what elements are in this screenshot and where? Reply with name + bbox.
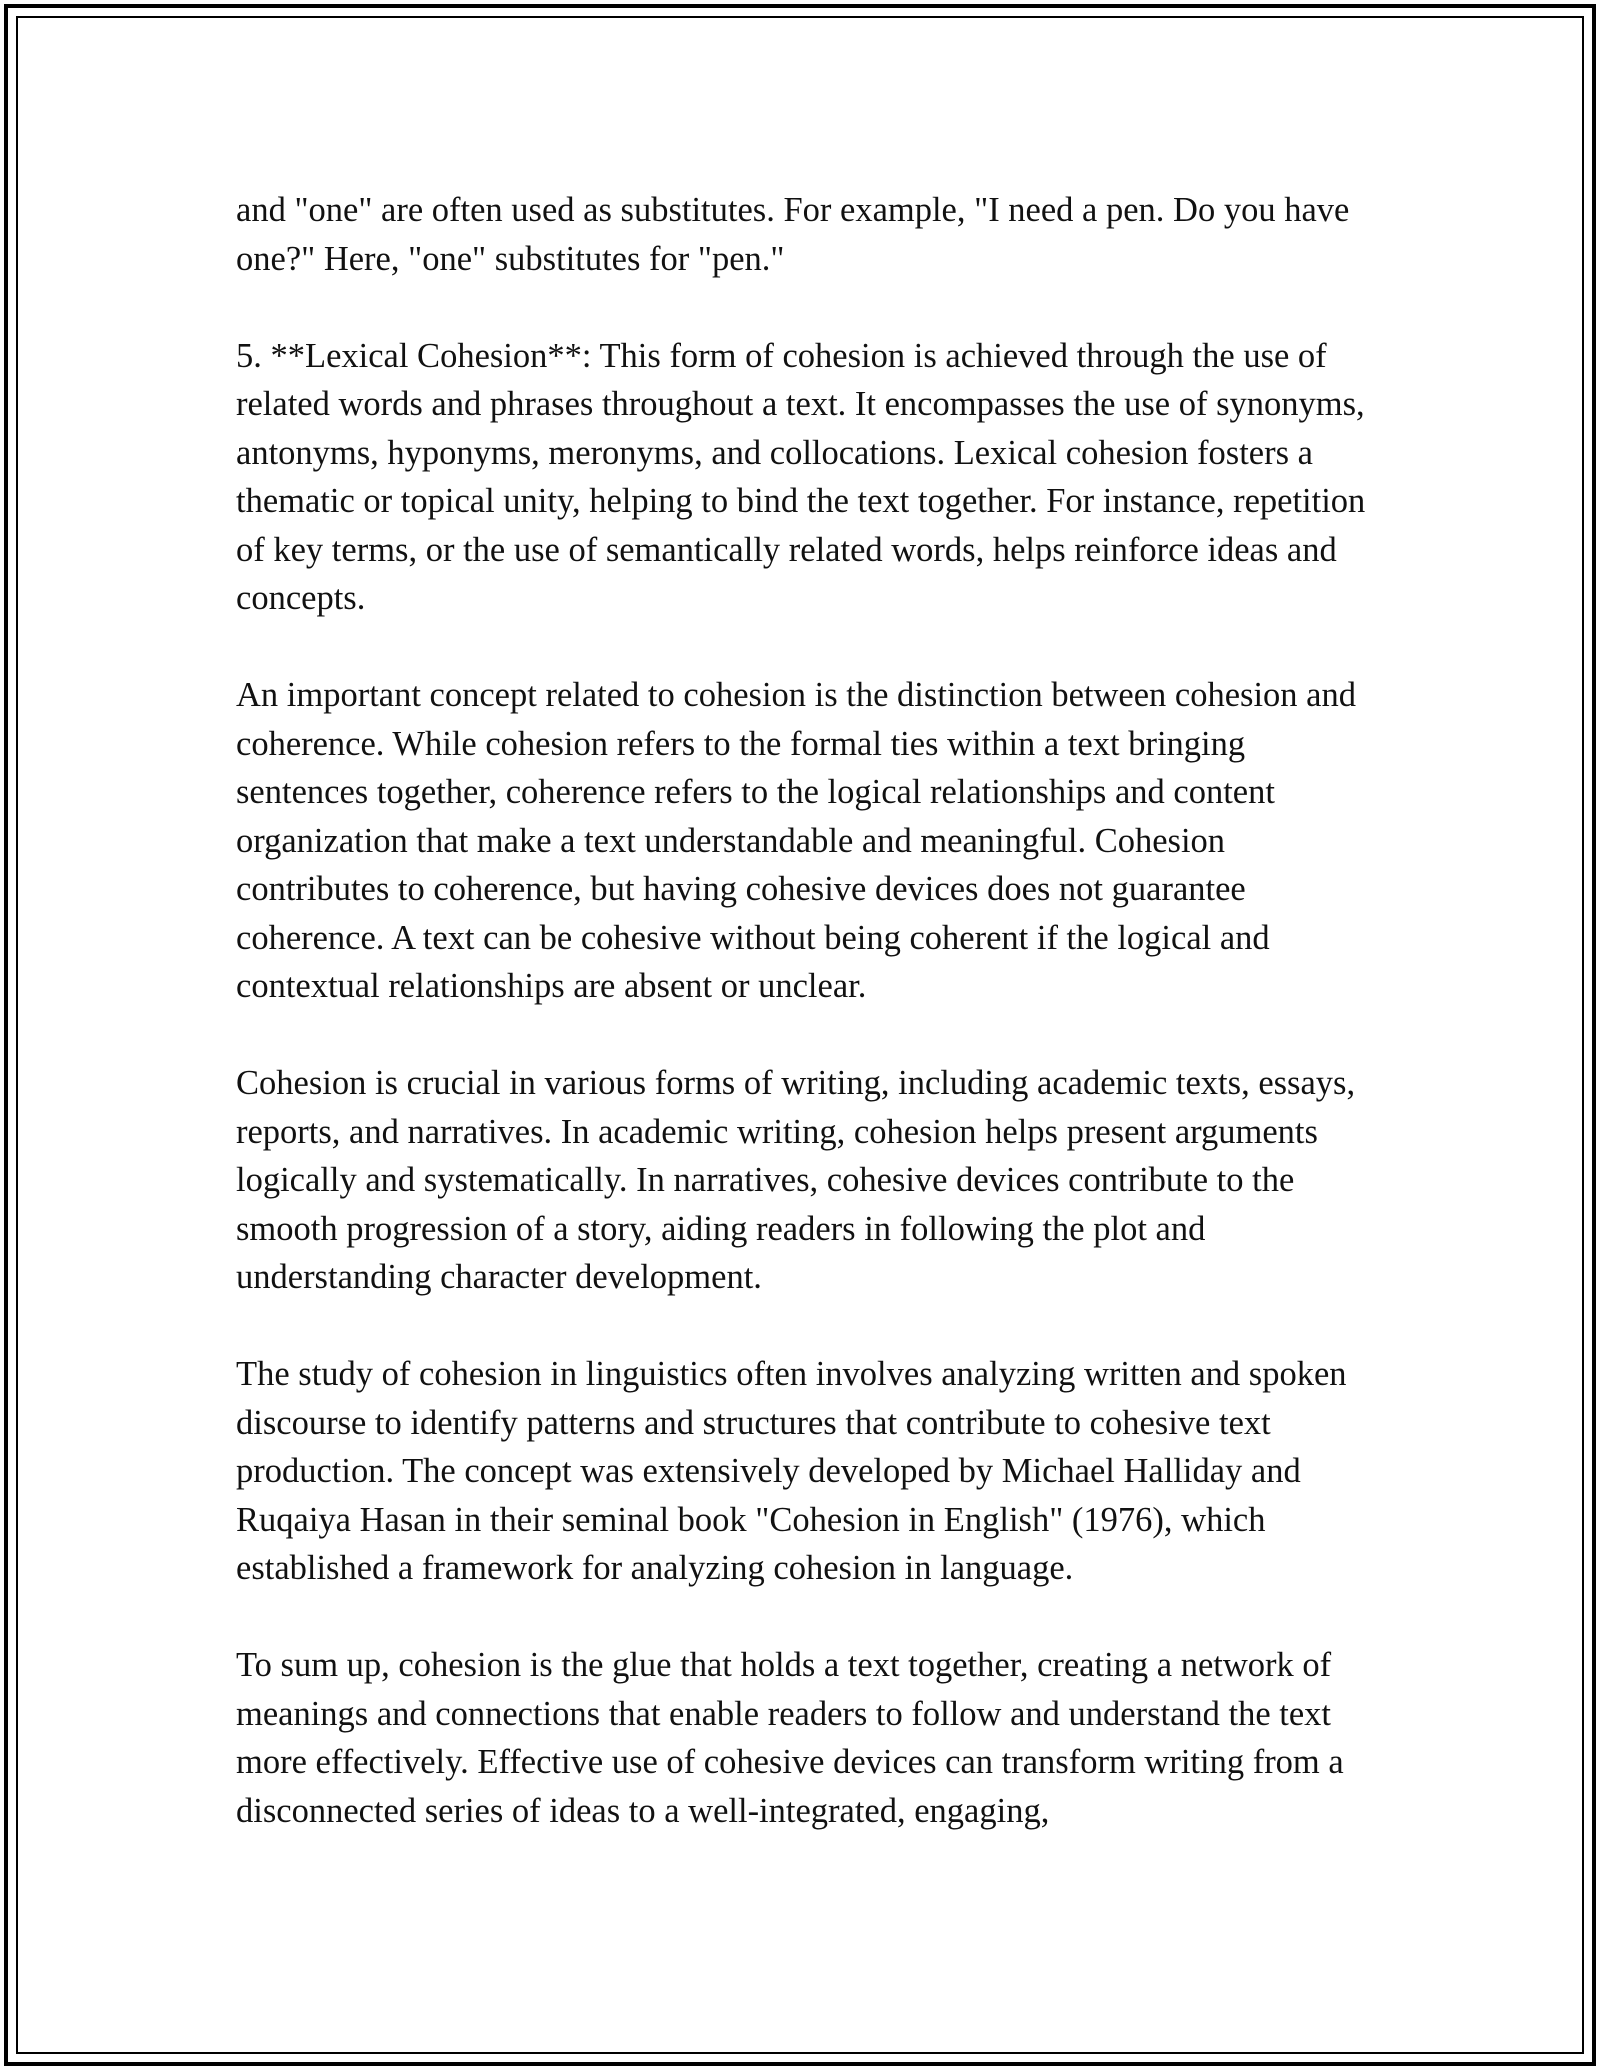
document-body — [236, 186, 1376, 1835]
paragraph-substitution-example: and "one" are often used as substitutes. For example, "I need a pen. Do you have one?" Here, "one" substitutes for "pen." — [236, 191, 1350, 278]
paragraph-study-of-cohesion: The study of cohesion in linguistics often involves analyzing written and spoken discourse to identify patterns and structures that contribute to cohesive text production. The concept was extensively developed by Michael Halliday and Ruqaiya Hasan in their seminal book "Cohesion in English" (1976), which established a framework for analyzing cohesion in language. — [236, 1355, 1347, 1587]
paragraph-cohesion-in-writing: Cohesion is crucial in various forms of writing, including academic texts, essays, reports, and narratives. In academic writing, cohesion helps present arguments logically and systematically. In narratives, cohesive devices contribute to the smooth progression of a story, aiding readers in following the plot and understanding character development. — [236, 1064, 1356, 1296]
paragraph-cohesion-vs-coherence: An important concept related to cohesion is the distinction between cohesion and coherence. While cohesion refers to the formal ties within a text bringing sentences together, coherence refers to the logical relationships and content organization that make a text understandable and meaningful. Cohesion contributes to coherence, but having cohesive devices does not guarantee coherence. A text can be cohesive without being coherent if the logical and contextual relationships are absent or unclear. — [236, 676, 1356, 1005]
paragraph-summary: To sum up, cohesion is the glue that holds a text together, creating a network of meanings and connections that enable readers to follow and understand the text more effectively. Effective use of cohesive devices can transform writing from a disconnected series of ideas to a well-integrated, engaging, — [236, 1646, 1344, 1830]
paragraph-lexical-cohesion: 5. **Lexical Cohesion**: This form of cohesion is achieved through the use of related words and phrases throughout a text. It encompasses the use of synonyms, antonyms, hyponyms, meronyms, and collocations. Lexical cohesion fosters a thematic or topical unity, helping to bind the text together. For instance, repetition of key terms, or the use of semantically related words, helps reinforce ideas and concepts. — [236, 336, 1366, 617]
